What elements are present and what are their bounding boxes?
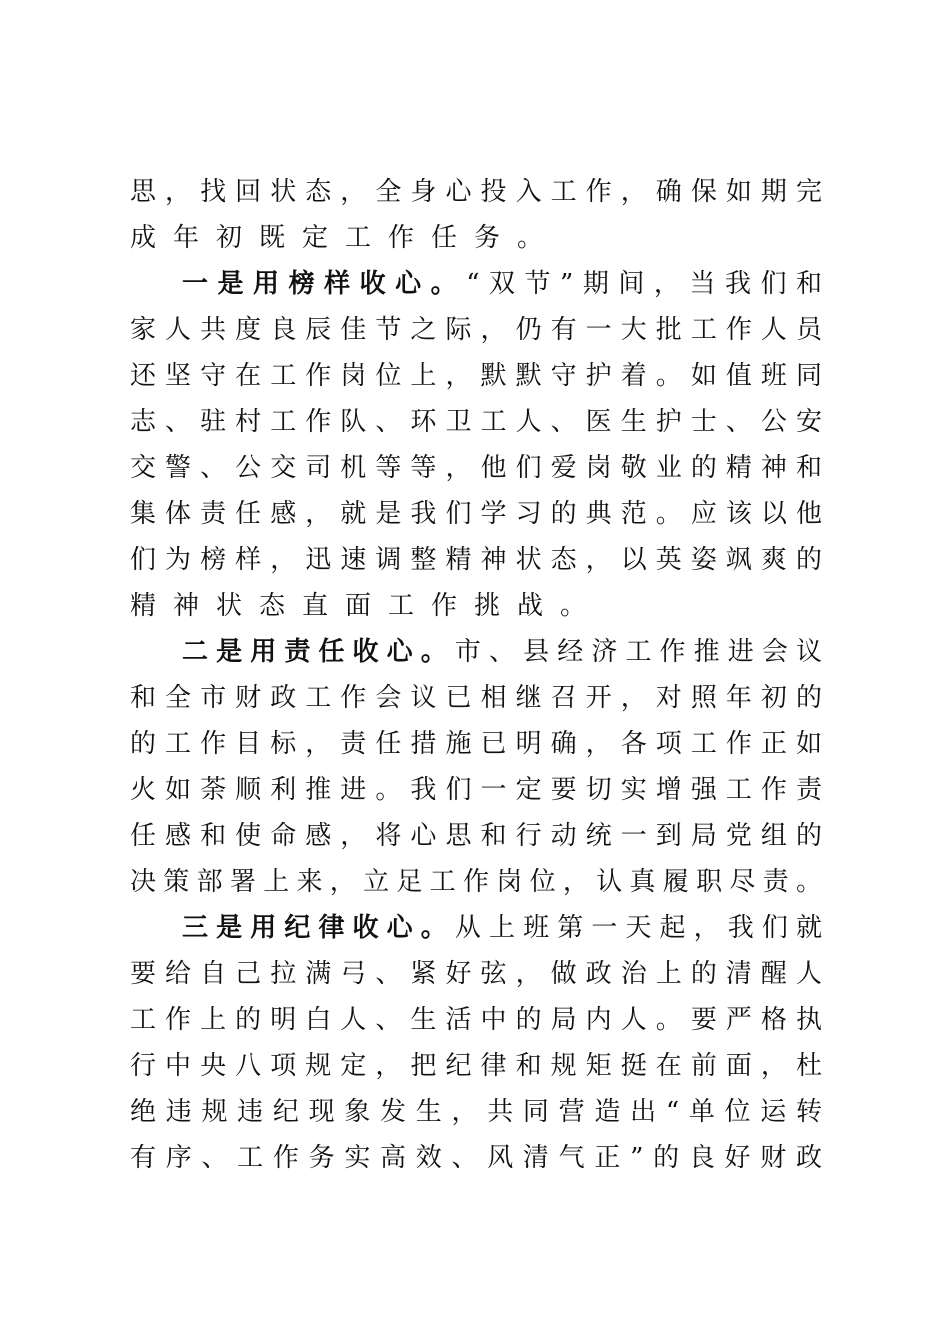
paragraph-first-line: 三是用纪律收心。从上班第一天起，我们就 (182, 913, 822, 943)
text-line: 们为榜样，迅速调整精神状态，以英姿飒爽的 (130, 545, 822, 575)
text-line: 行中央八项规定，把纪律和规矩挺在前面，杜 (130, 1051, 822, 1081)
text-line: 和全市财政工作会议已相继召开，对照年初的 (130, 683, 822, 713)
text-line: 的工作目标，责任措施已明确，各项工作正如 (130, 729, 822, 759)
text-line: 要给自己拉满弓、紧好弦，做政治上的清醒人 (130, 959, 822, 989)
text-line: 志、驻村工作队、环卫工人、医生护士、公安 (130, 407, 822, 437)
text-line: 精神状态直面工作挑战。 (130, 591, 604, 621)
text-line: 工作上的明白人、生活中的局内人。要严格执 (130, 1005, 822, 1035)
paragraph-first-line: 二是用责任收心。市、县经济工作推进会议 (182, 637, 822, 667)
text-line: 还坚守在工作岗位上，默默守护着。如值班同 (130, 361, 822, 391)
heading-role-model: 一是用榜样收心。 (182, 269, 467, 299)
text-line: 绝违规违纪现象发生，共同营造出“单位运转 (130, 1097, 822, 1127)
text-line: 火如荼顺利推进。我们一定要切实增强工作责 (130, 775, 822, 805)
heading-responsibility: 二是用责任收心。 (182, 637, 455, 667)
paragraph-first-line: 一是用榜样收心。“双节”期间，当我们和 (182, 269, 822, 299)
text-line: 集体责任感，就是我们学习的典范。应该以他 (130, 499, 822, 529)
text-line: 任感和使命感，将心思和行动统一到局党组的 (130, 821, 822, 851)
heading-discipline: 三是用纪律收心。 (182, 913, 455, 943)
text-line: 家人共度良辰佳节之际，仍有一大批工作人员 (130, 315, 822, 345)
text-line: 交警、公交司机等等，他们爱岗敬业的精神和 (130, 453, 822, 483)
text-line: 成年初既定工作任务。 (130, 223, 561, 253)
text-line: 决策部署上来，立足工作岗位，认真履职尽责。 (130, 867, 822, 897)
text-line: 思，找回状态，全身心投入工作，确保如期完 (130, 177, 822, 207)
text-line: 有序、工作务实高效、风清气正”的良好财政 (130, 1143, 822, 1173)
